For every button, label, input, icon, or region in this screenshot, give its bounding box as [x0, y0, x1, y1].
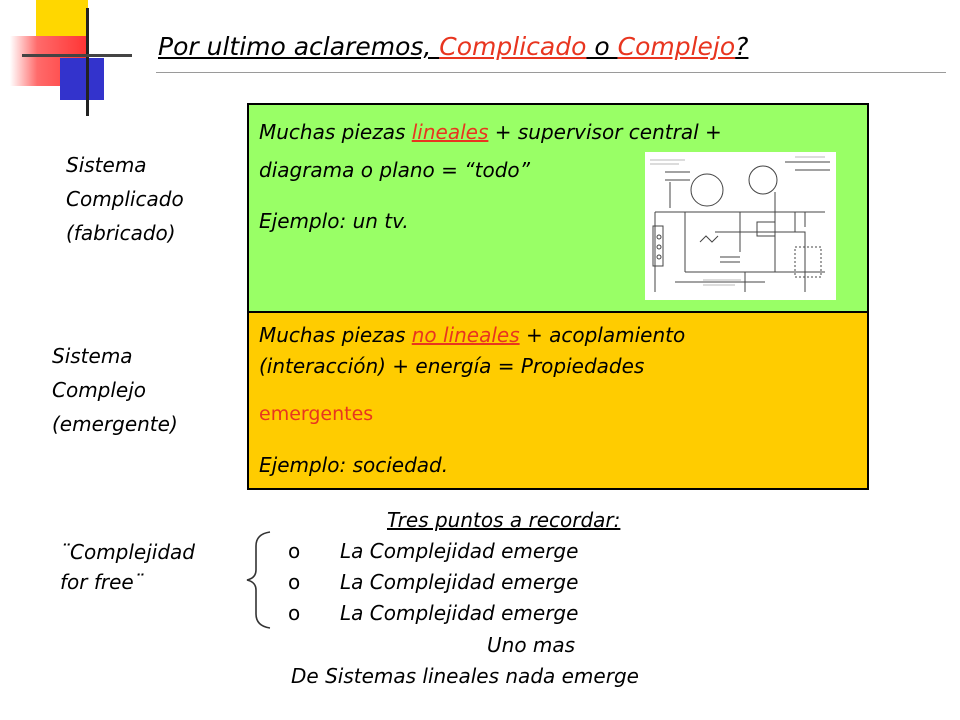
- text-segment: + acoplamiento: [519, 323, 686, 347]
- point-bullet: o: [288, 570, 301, 594]
- complicated-line-2: diagrama o plano = “todo”: [259, 158, 530, 182]
- deco-vertical-line: [86, 8, 89, 116]
- complex-line-3: emergentes: [259, 403, 374, 425]
- label-line: Sistema: [66, 153, 147, 177]
- title-divider: [156, 72, 946, 73]
- complicated-line-1: [259, 120, 722, 144]
- title-word-complejo: Complejo: [617, 32, 736, 61]
- label-line: Sistema: [52, 344, 133, 368]
- points-heading: Tres puntos a recordar:: [387, 508, 621, 532]
- deco-horizontal-line: [22, 54, 132, 57]
- label-line: (emergente): [52, 412, 178, 436]
- text-segment: Muchas piezas: [259, 323, 412, 347]
- complicated-example: Ejemplo: un tv.: [259, 209, 409, 233]
- complex-example: Ejemplo: sociedad.: [259, 453, 449, 477]
- final-statement: De Sistemas lineales nada emerge: [291, 664, 639, 688]
- one-more-text: Uno mas: [487, 633, 576, 657]
- label-complex-system: [52, 339, 178, 441]
- label-line: Complicado: [66, 187, 184, 211]
- title-prefix: Por ultimo aclaremos,: [158, 32, 440, 61]
- slide-title: [158, 32, 748, 61]
- text-segment: Muchas piezas: [259, 120, 412, 144]
- title-word-complicado: Complicado: [439, 32, 587, 61]
- title-middle: o: [586, 32, 618, 61]
- word-no-lineales: no lineales: [411, 323, 520, 347]
- label-complexity-for-free: [60, 537, 195, 597]
- label-line: (fabricado): [66, 221, 176, 245]
- deco-yellow-square: [36, 0, 88, 38]
- label-line: ¨Complejidad: [60, 540, 195, 564]
- point-text: La Complejidad emerge: [340, 539, 579, 563]
- curly-brace-icon: [244, 530, 274, 630]
- schematic-drawing: [645, 152, 836, 300]
- complex-line-1: [259, 323, 685, 347]
- label-line: Complejo: [52, 378, 147, 402]
- deco-blue-square: [60, 58, 104, 100]
- point-bullet: o: [288, 539, 301, 563]
- complex-system-box: [247, 311, 869, 490]
- text-segment: + supervisor central +: [488, 120, 722, 144]
- point-text: La Complejidad emerge: [340, 570, 579, 594]
- point-bullet: o: [288, 601, 301, 625]
- title-suffix: ?: [735, 32, 749, 61]
- tv-schematic-image: [645, 152, 836, 300]
- label-line: for free¨: [60, 570, 144, 594]
- label-complicated-system: [66, 148, 184, 250]
- point-text: La Complejidad emerge: [340, 601, 579, 625]
- complex-line-2: (interacción) + energía = Propiedades: [259, 354, 645, 378]
- word-lineales: lineales: [411, 120, 489, 144]
